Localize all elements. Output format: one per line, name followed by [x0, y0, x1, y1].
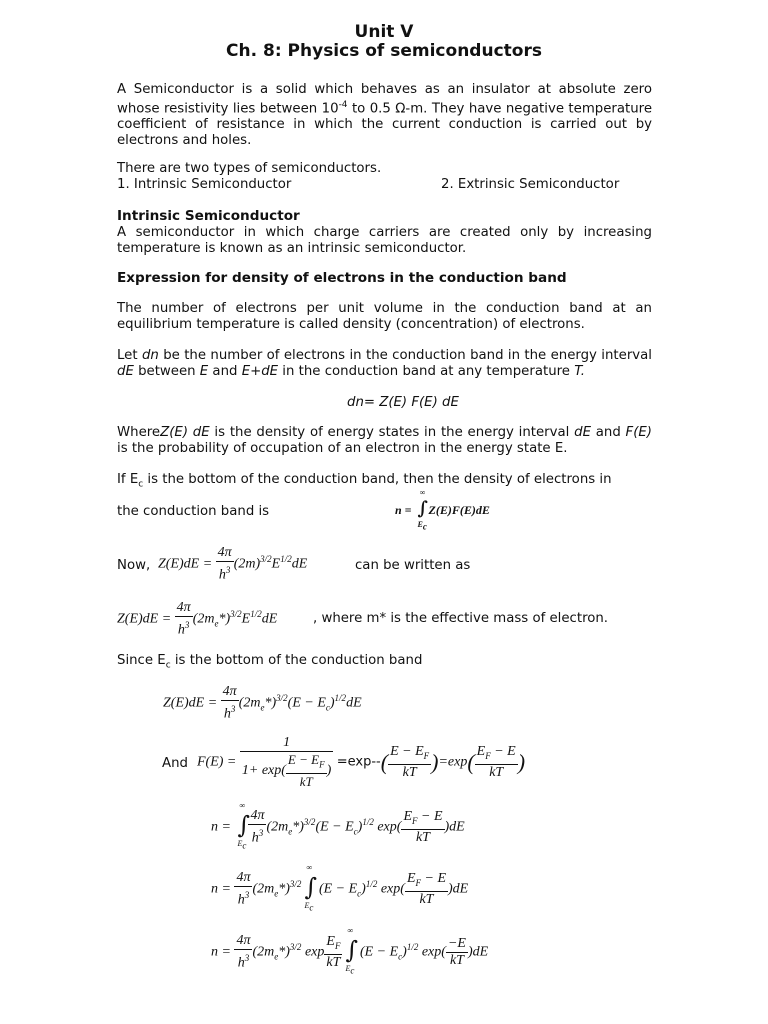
p2-EdE: E+dE: [241, 363, 279, 379]
type-intrinsic: 1. Intrinsic Semiconductor: [117, 177, 292, 192]
equation-effective-mass: Z(E)dE = $\frac{4\pi}{h^3}$ $(2m_e*)^{3/2}E^{1/2}dE$: [117, 600, 278, 638]
equation-density-states-ec: Z(E)dE = $\frac{4\pi}{h^3}$ $(2m_e*)^{3/2}(E - E_c)^{1/2}dE$: [163, 684, 362, 722]
p2-T: T.: [574, 363, 585, 379]
p3-text-c: and: [590, 425, 626, 440]
equation-density-states: Z(E)dE = $\frac{4\pi}{h^3}$ $(2m)^{3/2}E^{1/2}dE$: [158, 545, 308, 583]
and-label: And: [162, 756, 188, 771]
p3-text-d: is the probability of occupation of an electron in the energy state E.: [117, 440, 568, 456]
since-text-b: is the bottom of the conduction band: [170, 653, 423, 668]
p2-text-e: in the conduction band at any temperature: [278, 363, 575, 379]
p2-text-c: between: [133, 363, 200, 379]
intro-text-a: A Semiconductor is a solid which behaves as an insulator at absolute zero whose resistivity lies between 10: [117, 82, 652, 117]
density-paragraph-4-end: the conduction band is: [117, 504, 270, 519]
density-paragraph-2: [117, 348, 652, 380]
density-heading: Expression for density of electrons in the conduction band: [117, 270, 567, 286]
p4-sub-c: c: [138, 479, 144, 490]
equation-n-integral: n = ∫ ∞ $E_c$ Z(E)F(E)dE: [395, 488, 490, 532]
p3-text-a: Where: [117, 425, 161, 440]
p4-text-a: If E: [117, 472, 139, 487]
intro-exponent: -4: [338, 99, 348, 110]
type-extrinsic: 2. Extrinsic Semiconductor: [441, 177, 620, 192]
exp-text: =exp--: [336, 754, 381, 770]
p2-E: E: [199, 363, 209, 379]
now-label: Now,: [117, 558, 151, 573]
p3-ZE: Z(E) dE: [160, 425, 210, 440]
equation-n-2: n = $\frac{4\pi}{h^3}$ $(2m_e*)^{3/2}$ ∫ ∞ $E_c$ $(E - E_c)^{1/2}$ exp( $\frac{E_F - E}{kT}$ )dE: [211, 863, 469, 913]
equation-fermi-function: F(E) = 1 1+ exp( $\frac{E - E_F}{kT}$ ) =exp--( $\frac{E - E_F}{kT}$ )=exp( $\frac{E_F - E}{kT}$ ): [197, 735, 526, 789]
equation-dn: dn= Z(E) F(E) dE: [347, 395, 459, 410]
now-suffix: can be written as: [355, 558, 471, 573]
p2-dn: dn: [141, 348, 159, 363]
density-paragraph-3: [117, 425, 652, 457]
since-sub-c: c: [165, 660, 171, 671]
since-text-a: Since E: [117, 653, 166, 668]
types-intro: There are two types of semiconductors.: [117, 161, 382, 176]
intro-paragraph: [117, 82, 652, 149]
density-paragraph-4: [117, 472, 652, 493]
since-line: [117, 653, 652, 674]
p4-text-b: is the bottom of the conduction band, then the density of electrons in: [143, 472, 612, 487]
intro-text-b: to 0.5 Ω-m. They have negative temperature coefficient of resistance in which the current conduction is carried out by electrons and holes.: [117, 101, 652, 148]
p2-dE: dE: [117, 363, 134, 379]
unit-title: Unit V: [354, 22, 414, 42]
effective-mass-note: , where m* is the effective mass of electron.: [313, 611, 609, 626]
p2-text-d: and: [208, 363, 242, 379]
density-paragraph-1: The number of electrons per unit volume in the conduction band at an equilibrium temperature is called density (concentration) of electrons.: [117, 301, 652, 332]
intrinsic-heading: Intrinsic Semiconductor: [117, 208, 300, 224]
equation-n-1: n = ∫ ∞ $E_c$ $\frac{4\pi}{h^3}$ $(2m_e*)^{3/2}(E - E_c)^{1/2}$ exp( $\frac{E_F - E}{kT}$ )dE: [211, 801, 465, 851]
intrinsic-definition: A semiconductor in which charge carriers are created only by increasing temperature is known as an intrinsic semiconductor.: [117, 225, 652, 256]
equation-n-3: n = $\frac{4\pi}{h^3}$ $(2m_e*)^{3/2}$ exp $\frac{E_F}{kT}$ ∫ ∞ $E_c$ $(E - E_c)^{1/2}$ exp( $\frac{-E}{kT}$ )dE: [211, 926, 489, 976]
p2-text-a: Let: [117, 348, 142, 363]
p3-dE: dE: [574, 425, 591, 440]
p3-text-b: is the density of energy states in the energy interval: [209, 425, 575, 440]
p3-FE: F(E): [625, 425, 652, 440]
p2-text-b: be the number of electrons in the conduction band in the energy interval: [158, 348, 652, 363]
chapter-title: Ch. 8: Physics of semiconductors: [226, 41, 542, 61]
